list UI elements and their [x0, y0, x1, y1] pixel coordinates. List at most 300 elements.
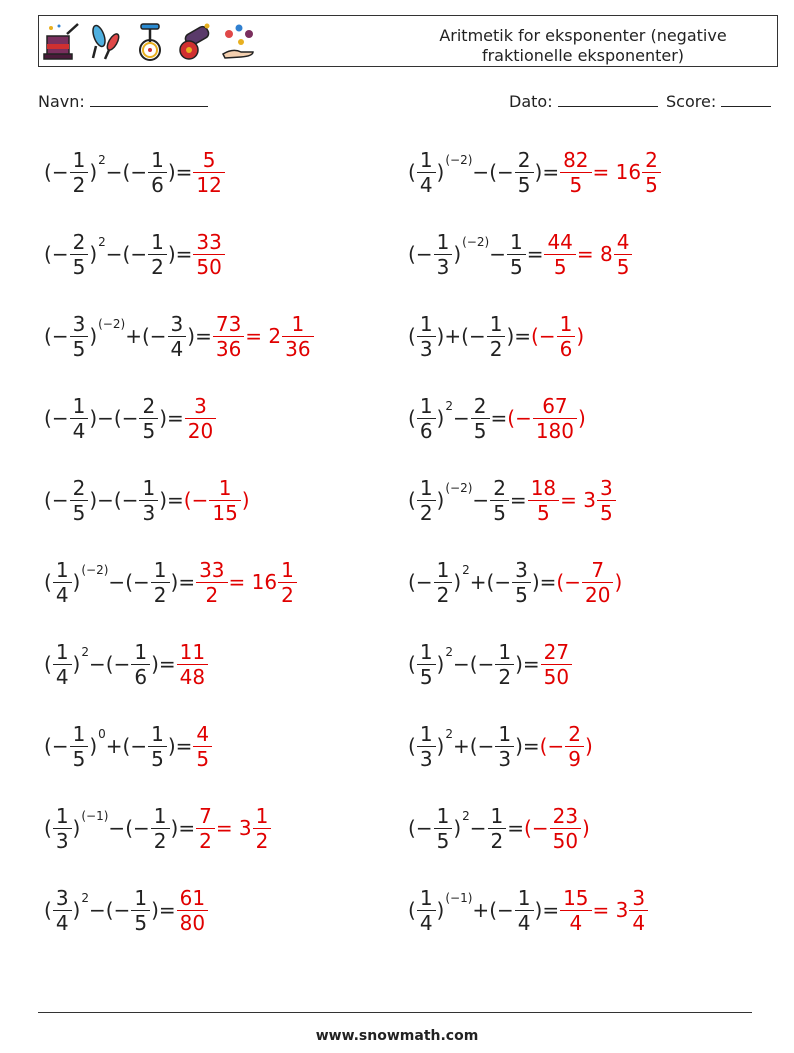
denominator: 5 [142, 418, 156, 443]
denominator: 9 [568, 746, 581, 771]
problem-item [44, 878, 209, 942]
fraction [642, 147, 661, 197]
math-text: = [507, 816, 525, 840]
fraction [185, 393, 216, 443]
denominator: 48 [179, 664, 206, 689]
numerator: 1 [151, 229, 164, 254]
numerator: 7 [199, 803, 212, 828]
numerator: 1 [419, 393, 433, 418]
juggling-clubs-icon [87, 22, 125, 62]
math-text: = 3 [215, 816, 252, 840]
numerator: 1 [281, 557, 294, 582]
problem-expression [408, 721, 540, 771]
denominator: 2 [419, 500, 433, 525]
fraction [560, 147, 591, 197]
math-text: − [113, 652, 131, 676]
fraction [550, 803, 581, 853]
math-text: ) [72, 570, 81, 594]
numerator: 3 [72, 311, 86, 336]
cannon-icon [175, 22, 213, 62]
denominator: 12 [196, 172, 222, 197]
numerator: 11 [179, 639, 206, 664]
denominator: 6 [559, 336, 573, 361]
math-text: = [175, 242, 193, 266]
problem-expression [408, 885, 560, 935]
math-text: + [453, 734, 470, 758]
fraction [495, 639, 514, 689]
math-text: − [472, 160, 490, 184]
math-text: − [51, 160, 69, 184]
denominator: 2 [436, 582, 450, 607]
denominator: 50 [543, 664, 570, 689]
numerator: 1 [419, 475, 433, 500]
math-text: − [494, 570, 512, 594]
denominator: 3 [498, 746, 512, 771]
math-text: − [415, 242, 433, 266]
problem-expression [408, 147, 560, 197]
denominator: 4 [419, 910, 433, 935]
problem-item [408, 550, 622, 614]
problem-expression [44, 803, 196, 853]
denominator: 2 [205, 582, 219, 607]
math-text: + [469, 570, 487, 594]
problem-answer [176, 639, 209, 689]
problem-answer [556, 557, 623, 607]
numerator: 1 [419, 311, 433, 336]
exponent: 2 [462, 563, 470, 577]
numerator: 1 [55, 639, 69, 664]
exponent: (−2) [81, 563, 109, 577]
numerator: 3 [632, 885, 646, 910]
problem-expression [44, 885, 176, 935]
math-text: − [105, 242, 123, 266]
fraction [614, 229, 633, 279]
numerator: 1 [436, 803, 450, 828]
math-text: − [453, 406, 470, 430]
fraction [417, 393, 436, 443]
problem-item [44, 140, 226, 204]
denominator: 5 [517, 172, 531, 197]
math-text: ( [44, 160, 52, 184]
math-text: (− [524, 816, 549, 840]
denominator: 2 [489, 336, 503, 361]
fraction [177, 885, 208, 935]
math-text: ) [436, 898, 445, 922]
problem-item [44, 632, 209, 696]
math-text: + [472, 898, 490, 922]
numerator: 1 [517, 885, 531, 910]
fraction [278, 557, 297, 607]
denominator: 2 [498, 664, 512, 689]
denominator: 5 [419, 664, 433, 689]
math-text: ) [453, 570, 462, 594]
fraction [213, 311, 244, 361]
problem-answer [559, 885, 649, 935]
problem-answer [183, 475, 250, 525]
problem-expression [408, 229, 544, 279]
numerator: 2 [568, 721, 581, 746]
math-text: − [133, 570, 150, 594]
denominator: 5 [72, 254, 86, 279]
math-text: ( [408, 652, 416, 676]
fraction [282, 311, 313, 361]
problem-answer [507, 393, 586, 443]
numerator: 33 [199, 557, 225, 582]
fraction [70, 721, 89, 771]
math-text: (− [556, 570, 581, 594]
math-text: + [125, 324, 142, 348]
math-text: ( [489, 160, 497, 184]
name-label: Navn: [38, 92, 85, 111]
math-text: ) [89, 242, 98, 266]
numerator: 1 [559, 311, 573, 336]
problem-item [408, 140, 662, 204]
math-text: − [469, 816, 487, 840]
numerator: 1 [218, 475, 232, 500]
math-text: ) [170, 570, 179, 594]
footer-divider [38, 1012, 752, 1013]
math-text: ( [105, 652, 114, 676]
fraction [168, 311, 187, 361]
exponent: 2 [445, 727, 453, 741]
math-text: = 2 [245, 324, 282, 348]
fraction [53, 639, 72, 689]
numerator: 1 [255, 803, 269, 828]
fraction [582, 557, 613, 607]
fraction [434, 803, 453, 853]
numerator: 1 [509, 229, 523, 254]
math-text: ) [72, 816, 81, 840]
math-text: − [468, 324, 486, 348]
denominator: 4 [419, 172, 433, 197]
denominator: 3 [419, 746, 433, 771]
math-text: = [178, 570, 196, 594]
math-text: ) [436, 406, 445, 430]
exponent: (−1) [81, 809, 109, 823]
problem-item [408, 878, 649, 942]
math-text: − [497, 160, 514, 184]
exponent: 0 [98, 727, 106, 741]
numerator: 1 [72, 147, 86, 172]
numerator: 1 [419, 721, 433, 746]
math-text: − [51, 488, 69, 512]
math-text: (− [183, 488, 209, 512]
score-line [721, 92, 771, 107]
problem-answer [559, 147, 662, 197]
math-text: ( [141, 324, 150, 348]
problem-answer [184, 393, 217, 443]
denominator: 36 [215, 336, 242, 361]
problem-answer [192, 229, 225, 279]
denominator: 3 [142, 500, 156, 525]
denominator: 5 [515, 582, 528, 607]
exponent: 2 [81, 645, 89, 659]
math-text: ) [584, 734, 593, 758]
math-text: ) [167, 734, 176, 758]
math-text: ( [408, 488, 416, 512]
denominator: 15 [212, 500, 238, 525]
problem-item [44, 386, 217, 450]
denominator: 4 [632, 910, 646, 935]
numerator: 3 [55, 885, 69, 910]
problem-answer [531, 311, 585, 361]
denominator: 36 [285, 336, 311, 361]
numerator: 1 [489, 311, 503, 336]
math-text: − [415, 570, 433, 594]
fraction [597, 475, 616, 525]
header-icons [43, 20, 257, 64]
exponent: (−2) [445, 481, 473, 495]
math-text: ) [582, 816, 590, 840]
math-text: ( [408, 734, 416, 758]
math-text: ( [408, 324, 416, 348]
math-text: ) [89, 734, 98, 758]
denominator: 4 [170, 336, 184, 361]
numerator: 23 [552, 803, 579, 828]
numerator: 4 [616, 229, 630, 254]
math-text: ) [167, 160, 176, 184]
problem-expression [408, 639, 540, 689]
numerator: 2 [517, 147, 531, 172]
problem-item [408, 222, 633, 286]
fraction [148, 147, 167, 197]
fraction [541, 639, 572, 689]
exponent: (−2) [462, 235, 490, 249]
numerator: 1 [498, 721, 512, 746]
numerator: 33 [196, 229, 222, 254]
math-text: (− [531, 324, 556, 348]
fraction [193, 147, 224, 197]
math-text: − [489, 242, 506, 266]
fraction [53, 885, 72, 935]
problem-item [408, 714, 593, 778]
math-text: = 3 [560, 488, 596, 512]
problem-expression [44, 475, 184, 525]
math-text: ( [408, 898, 416, 922]
math-text: ( [122, 734, 131, 758]
denominator: 5 [553, 254, 567, 279]
fraction [417, 311, 436, 361]
fraction [209, 475, 240, 525]
numerator: 3 [599, 475, 613, 500]
math-text: ( [44, 816, 52, 840]
problem-item [408, 468, 617, 532]
fraction [70, 311, 89, 361]
fraction [70, 229, 89, 279]
numerator: 1 [55, 803, 69, 828]
numerator: 1 [153, 557, 167, 582]
math-text: ) [72, 898, 81, 922]
math-text: − [130, 160, 148, 184]
exponent: (−1) [445, 891, 473, 905]
math-text: ) [531, 570, 540, 594]
math-text: − [130, 734, 148, 758]
math-text: ) [614, 570, 623, 594]
math-text: = [542, 160, 560, 184]
denominator: 2 [151, 254, 164, 279]
fraction [196, 557, 227, 607]
math-text: ( [486, 570, 495, 594]
numerator: 44 [547, 229, 573, 254]
denominator: 5 [599, 500, 613, 525]
denominator: 2 [255, 828, 269, 853]
problem-item [408, 632, 573, 696]
problem-item [44, 468, 250, 532]
math-text: = [158, 898, 176, 922]
denominator: 3 [419, 336, 433, 361]
math-text: + [105, 734, 123, 758]
math-text: (− [507, 406, 532, 430]
math-text: (− [539, 734, 565, 758]
numerator: 7 [591, 557, 605, 582]
numerator: 73 [215, 311, 242, 336]
denominator: 5 [473, 418, 487, 443]
math-text: ( [408, 816, 416, 840]
math-text: ) [187, 324, 196, 348]
exponent: (−2) [445, 153, 473, 167]
math-text: = [509, 488, 527, 512]
math-text: ( [125, 570, 133, 594]
problem-expression [408, 475, 527, 525]
fraction [417, 721, 436, 771]
numerator: 1 [142, 475, 156, 500]
math-text: ) [436, 734, 445, 758]
problem-answer [192, 721, 213, 771]
numerator: 1 [498, 639, 512, 664]
denominator: 20 [187, 418, 214, 443]
problem-expression [44, 557, 196, 607]
numerator: 3 [515, 557, 528, 582]
math-text: + [444, 324, 462, 348]
problem-expression [408, 311, 532, 361]
math-text: ( [113, 488, 122, 512]
math-text: ( [408, 570, 416, 594]
math-text: ) [151, 652, 159, 676]
fraction [148, 721, 167, 771]
math-text: − [51, 242, 69, 266]
fraction [151, 557, 170, 607]
numerator: 1 [134, 639, 148, 664]
math-text: − [121, 406, 139, 430]
math-text: = [158, 652, 176, 676]
numerator: 4 [196, 721, 210, 746]
denominator: 5 [72, 746, 86, 771]
math-text: ) [72, 652, 81, 676]
math-text: = [167, 488, 184, 512]
fraction [507, 229, 526, 279]
numerator: 2 [142, 393, 156, 418]
numerator: 1 [134, 885, 148, 910]
fraction [193, 229, 224, 279]
problem-item [44, 222, 226, 286]
math-text: ( [44, 324, 52, 348]
math-text: ) [241, 488, 250, 512]
math-text: − [97, 488, 114, 512]
denominator: 5 [616, 254, 630, 279]
math-text: ) [151, 898, 159, 922]
fraction [148, 229, 167, 279]
denominator: 50 [552, 828, 579, 853]
math-text: ( [469, 734, 478, 758]
math-text: = [522, 734, 540, 758]
fraction [434, 557, 453, 607]
denominator: 6 [419, 418, 433, 443]
math-text: ) [578, 406, 586, 430]
math-text: ) [89, 488, 98, 512]
fraction [434, 229, 453, 279]
math-text: ( [122, 242, 131, 266]
denominator: 4 [517, 910, 531, 935]
denominator: 80 [179, 910, 206, 935]
denominator: 6 [151, 172, 164, 197]
problem-expression [44, 311, 212, 361]
denominator: 4 [72, 418, 86, 443]
numerator: 3 [194, 393, 207, 418]
math-text: ( [44, 652, 52, 676]
denominator: 2 [199, 828, 212, 853]
math-text: = [542, 898, 560, 922]
fraction [417, 147, 436, 197]
problem-item [44, 714, 213, 778]
denominator: 3 [436, 254, 450, 279]
fraction [139, 475, 158, 525]
problem-answer [540, 639, 573, 689]
problem-answer [176, 885, 209, 935]
fraction [177, 639, 208, 689]
fraction [512, 557, 531, 607]
math-text: − [130, 242, 148, 266]
math-text: ( [125, 816, 133, 840]
fraction [131, 639, 150, 689]
fraction [53, 803, 72, 853]
exponent: (−2) [98, 317, 126, 331]
numerator: 1 [436, 557, 450, 582]
exponent: 2 [462, 809, 470, 823]
unicycle-icon [131, 22, 169, 62]
denominator: 2 [490, 828, 504, 853]
math-text: = [522, 652, 540, 676]
problem-answer [212, 311, 315, 361]
exponent: 2 [98, 235, 106, 249]
date-field [509, 92, 658, 111]
numerator: 1 [55, 557, 69, 582]
numerator: 1 [419, 639, 433, 664]
numerator: 1 [72, 721, 86, 746]
denominator: 2 [281, 582, 294, 607]
numerator: 2 [72, 475, 86, 500]
math-text: ) [534, 898, 543, 922]
denominator: 4 [55, 582, 69, 607]
numerator: 61 [179, 885, 206, 910]
math-text: ( [113, 406, 122, 430]
numerator: 2 [645, 147, 658, 172]
math-text: ( [44, 898, 52, 922]
math-text: ( [44, 734, 52, 758]
math-text: = 3 [592, 898, 629, 922]
fraction [53, 557, 72, 607]
denominator: 5 [72, 500, 86, 525]
math-text: − [477, 734, 495, 758]
fraction [490, 475, 509, 525]
math-text: − [133, 816, 150, 840]
problem-item [408, 304, 584, 368]
denominator: 5 [569, 172, 583, 197]
denominator: 6 [134, 664, 148, 689]
numerator: 18 [530, 475, 557, 500]
math-text: ) [506, 324, 515, 348]
math-text: = [526, 242, 544, 266]
math-text: ) [436, 160, 445, 184]
